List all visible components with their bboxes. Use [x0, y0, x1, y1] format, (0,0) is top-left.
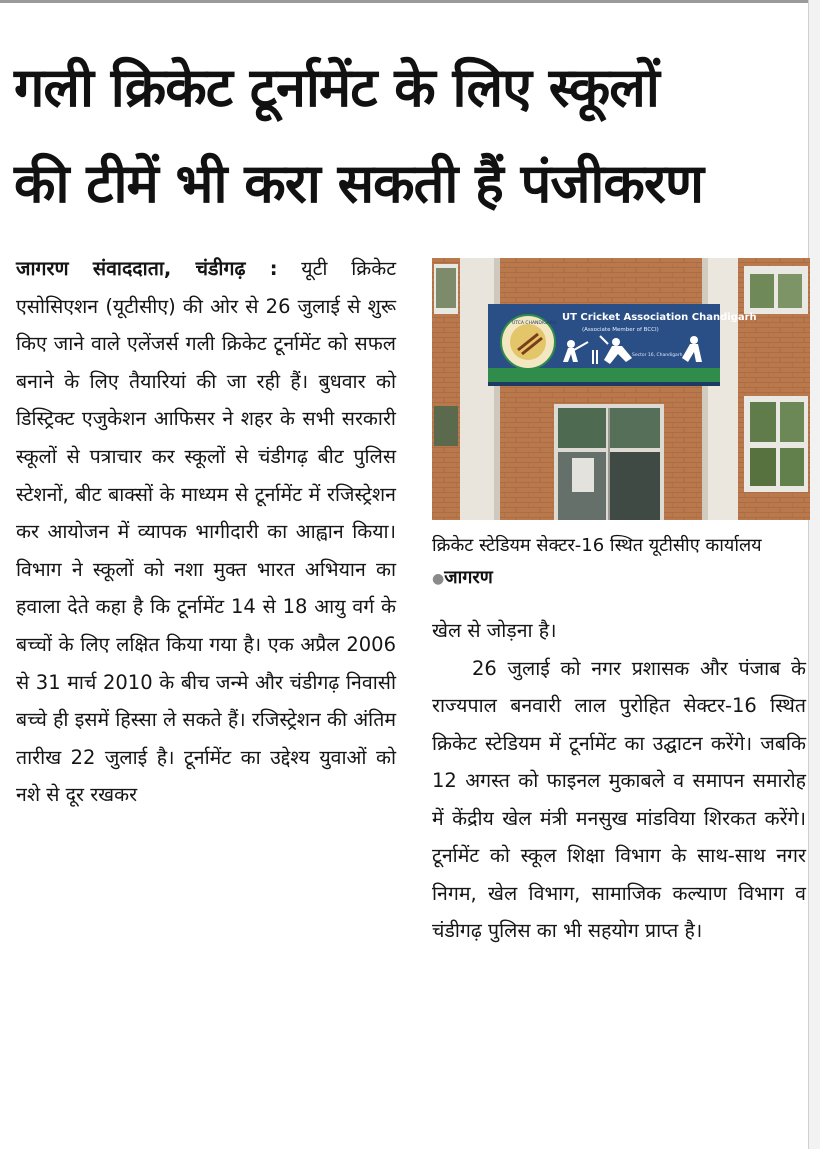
sign-subtitle: (Associate Member of BCCI) [582, 327, 659, 333]
entrance-door-right [610, 452, 660, 520]
photo-caption [432, 530, 808, 595]
byline: जागरण संवाददाता, चंडीगढ़ : [16, 257, 278, 280]
caption-text: क्रिकेट स्टेडियम सेक्टर-16 स्थित यूटीसीए कार्यालय [432, 535, 762, 556]
sign-address: Sector 16, Chandigarh [632, 353, 683, 358]
article-paragraph-2: 26 जुलाई को नगर प्रशासक और पंजाब के राज्यपाल बनवारी लाल पुरोहित सेक्टर-16 स्थित क्रिकेट स्टेडियम में टूर्नामेंट का उद्घाटन करेंगे। जबकि 12 अगस्त को फाइनल मुकाबले व समापन समारोह में केंद्रीय खेल मंत्री मनसुख मांडविया शिरकत करेंगे। टूर्नामेंट को स्कूल शिक्षा विभाग के साथ-साथ नगर निगम, खेल विभाग, सामाजिक कल्याण विभाग व चंडीगढ़ पुलिस का भी सहयोग प्राप्त है। [432, 656, 806, 942]
sign-title: UT Cricket Association Chandigarh [562, 312, 757, 323]
continuation-text: खेल से जोड़ना है। [432, 619, 557, 642]
stadium-office-photo [432, 258, 810, 520]
article-body-left: यूटी क्रिकेट एसोसिएशन (यूटीसीए) की ओर से 26 जुलाई से शुरू किए जाने वाले एलेंजर्स गली क्रिकेट टूर्नामेंट को सफल बनाने के लिए तैयारियां की जा रही हैं। बुधवार को डिस्ट्रिक्ट एजुकेशन आफिसर ने शहर के सभी सरकारी स्कूलों से पत्राचार कर स्कूलों से चंडीगढ़ बीट पुलिस स्टेशनों, बीट बाक्सों के माध्यम से टूर्नामेंट में रजिस्ट्रेशन कर आयोजन में व्यापक भागीदारी का आह्वान किया। विभाग ने स्कूलों को नशा मुक्त भारत अभियान का हवाला देते कहा है कि टूर्नामेंट 14 से 18 आयु वर्ग के बच्चों के लिए लक्षित किया गया है। एक अप्रैल 2006 से 31 मार्च 2010 के बीच जन्मे और चंडीगढ़ निवासी बच्चे ही इसमें हिस्सा ले सकते हैं। रजिस्ट्रेशन की अंतिम तारीख 22 जुलाई है। टूर्नामेंट का उद्देश्य युवाओं को नशे से दूर रखकर [16, 257, 397, 807]
logo-text: UTCA CHANDIGARH [512, 321, 557, 326]
left-pillar [460, 258, 494, 520]
headline [14, 40, 804, 232]
headline-line-2: की टीमें भी करा सकती हैं पंजीकरण [14, 152, 703, 215]
headline-line-1: गली क्रिकेट टूर्नामेंट के लिए स्कूलों [14, 56, 659, 119]
article-column-right [432, 612, 806, 950]
article-column-left [16, 250, 396, 814]
credit-dot: ● [432, 571, 445, 587]
page-edge [808, 0, 820, 1149]
right-pillar [708, 258, 738, 520]
top-rule [0, 0, 810, 3]
photo-illustration [432, 258, 810, 520]
photo-credit: जागरण [444, 567, 493, 588]
